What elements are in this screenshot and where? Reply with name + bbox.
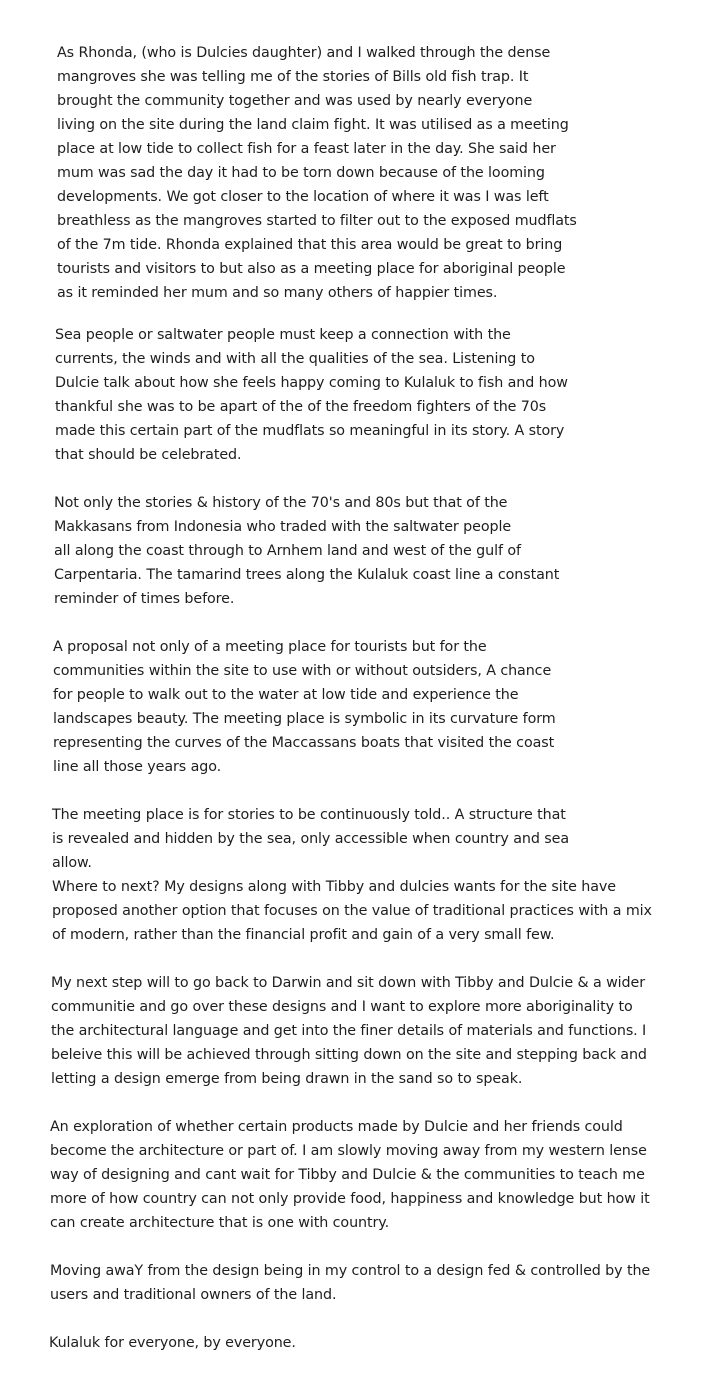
text-line: tourists and visitors to but also as a meeting place for aboriginal people [57,261,566,277]
text-line: thankful she was to be apart of the of the freedom fighters of the 70s [55,399,547,415]
text-line: living on the site during the land claim fight. It was utilised as a meeting [57,117,569,133]
text-line: currents, the winds and with all the qualities of the sea. Listening to [55,351,535,367]
text-line: Sea people or saltwater people must keep a connection with the [55,327,511,343]
text-line: become the architecture or part of. I am slowly moving away from my western lense [50,1143,647,1159]
text-line: is revealed and hidden by the sea, only accessible when country and sea [52,831,569,847]
text-line: Moving awaY from the design being in my control to a design fed & controlled by the [50,1263,651,1279]
text-line: communities within the site to use with or without outsiders, A chance [53,663,552,679]
text-line: My next step will to go back to Darwin and sit down with Tibby and Dulcie & a wider [51,975,645,991]
text-line: as it reminded her mum and so many others of happier times. [57,285,498,301]
paragraph-moving-away [50,1259,650,1307]
text-line: the architectural language and get into the finer details of materials and functions. I [51,1023,647,1039]
text-line: An exploration of whether certain products made by Dulcie and her friends could [50,1119,623,1135]
text-line: Carpentaria. The tamarind trees along the Kulaluk coast line a constant [54,567,560,583]
text-line: Dulcie talk about how she feels happy coming to Kulaluk to fish and how [55,375,568,391]
text-line: for people to walk out to the water at low tide and experience the [53,687,519,703]
text-line: landscapes beauty. The meeting place is symbolic in its curvature form [53,711,556,727]
paragraph-closing [49,1331,296,1355]
text-line: proposed another option that focuses on the value of traditional practices with a mix [52,903,652,919]
text-line: mum was sad the day it had to be torn down because of the looming [57,165,545,181]
text-line: more of how country can not only provide food, happiness and knowledge but how it [50,1191,650,1207]
text-line: place at low tide to collect fish for a feast later in the day. She said her [57,141,556,157]
text-line: users and traditional owners of the land. [50,1287,337,1303]
text-line: letting a design emerge from being drawn in the sand so to speak. [51,1071,523,1087]
text-line: breathless as the mangroves started to filter out to the exposed mudflats [57,213,577,229]
text-line: A proposal not only of a meeting place for tourists but for the [53,639,487,655]
text-line: Kulaluk for everyone, by everyone. [49,1335,296,1351]
text-line: The meeting place is for stories to be continuously told.. A structure that [52,807,566,823]
paragraph-makkasans-history [54,491,559,611]
paragraph-next-step [51,971,647,1091]
text-line: As Rhonda, (who is Dulcies daughter) and I walked through the dense [57,45,551,61]
text-line: beleive this will be achieved through sitting down on the site and stepping back and [51,1047,647,1063]
text-line: brought the community together and was used by nearly everyone [57,93,533,109]
paragraph-meeting-place [52,803,652,947]
text-line: of the 7m tide. Rhonda explained that this area would be great to bring [57,237,563,253]
paragraph-exploration [50,1115,650,1235]
text-line: Where to next? My designs along with Tibby and dulcies wants for the site have [52,879,616,895]
text-line: line all those years ago. [53,759,222,775]
text-line: reminder of times before. [54,591,235,607]
text-line: mangroves she was telling me of the stories of Bills old fish trap. It [57,69,529,85]
text-line: made this certain part of the mudflats so meaningful in its story. A story [55,423,565,439]
paragraph-proposal [53,635,556,779]
text-line: all along the coast through to Arnhem land and west of the gulf of [54,543,521,559]
text-line: Not only the stories & history of the 70's and 80s but that of the [54,495,508,511]
text-line: communitie and go over these designs and I want to explore more aboriginality to [51,999,633,1015]
text-line: Makkasans from Indonesia who traded with the saltwater people [54,519,512,535]
text-line: allow. [52,855,92,871]
text-line: can create architecture that is one with country. [50,1215,390,1231]
text-line: that should be celebrated. [55,447,242,463]
text-line: way of designing and cant wait for Tibby and Dulcie & the communities to teach me [50,1167,645,1183]
text-line: developments. We got closer to the location of where it was I was left [57,189,549,205]
paragraph-fish-trap-story [57,41,577,305]
paragraph-saltwater-people [55,323,568,467]
text-line: of modern, rather than the financial profit and gain of a very small few. [52,927,555,943]
text-line: representing the curves of the Maccassans boats that visited the coast [53,735,555,751]
